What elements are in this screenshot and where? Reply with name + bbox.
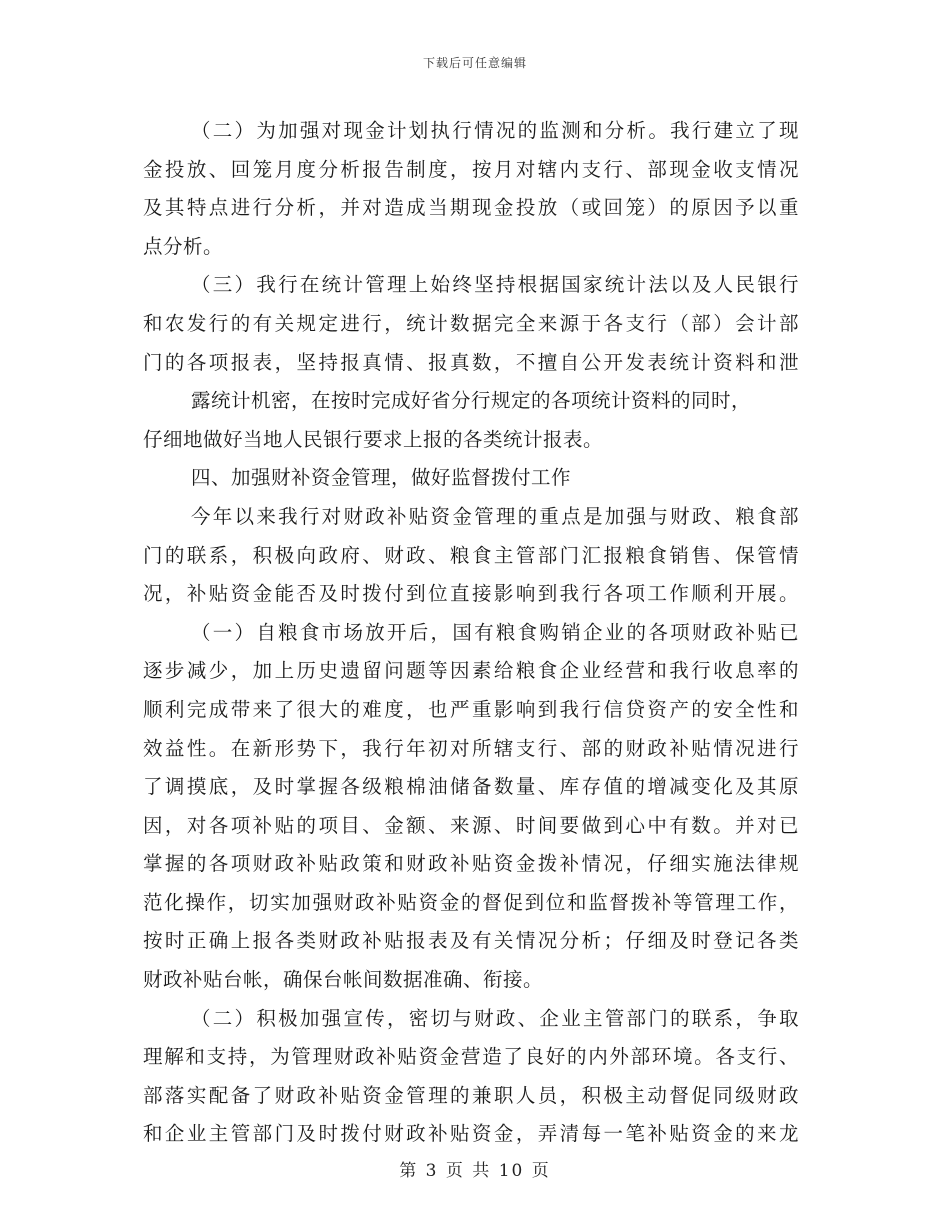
text-line: 金投放、回笼月度分析报告制度，按月对辖内支行、部现金收支情况 [143,157,799,181]
text-line: （二）积极加强宣传，密切与财政、企业主管部门的联系，争取 [191,1006,799,1030]
document-body [143,112,799,1154]
text-line: 范化操作，切实加强财政补贴资金的督促到位和监督拨补等管理工作， [143,890,799,914]
text-line: 理解和支持，为管理财政补贴资金营造了良好的内外部环境。各支行、 [143,1045,799,1069]
text-line: 况，补贴资金能否及时拨付到位直接影响到我行各项工作顺利开展。 [143,582,799,606]
text-line: 点分析。 [143,234,224,258]
text-line: 及其特点进行分析，并对造成当期现金投放（或回笼）的原因予以重 [143,196,799,220]
text-line: 今年以来我行对财政补贴资金管理的重点是加强与财政、粮食部 [191,504,799,528]
text-line: 掌握的各项财政补贴政策和财政补贴资金拨补情况，仔细实施法律规 [143,852,799,876]
text-line: 财政补贴台帐，确保台帐间数据准确、衔接。 [143,968,544,992]
page-header-note: 下载后可任意编辑 [422,56,527,70]
text-line: 和农发行的有关规定进行，统计数据完全来源于各支行（部）会计部 [143,311,799,335]
text-line: 了调摸底，及时掌握各级粮棉油储备数量、库存值的增减变化及其原 [143,775,799,799]
text-line: （三）我行在统计管理上始终坚持根据国家统计法以及人民银行 [191,273,799,297]
page-number-footer: 第 3 页 共 10 页 [399,1161,551,1181]
text-line: 部落实配备了财政补贴资金管理的兼职人员，积极主动督促同级财政 [143,1083,799,1107]
text-line: 按时正确上报各类财政补贴报表及有关情况分析；仔细及时登记各类 [143,929,799,953]
text-line: 四、加强财补资金管理，做好监督拨付工作 [191,466,572,490]
text-line: 效益性。在新形势下，我行年初对所辖支行、部的财政补贴情况进行 [143,736,799,760]
text-line: 顺利完成带来了很大的难度，也严重影响到我行信贷资产的安全性和 [143,697,799,721]
text-line: 门的联系，积极向政府、财政、粮食主管部门汇报粮食销售、保管情 [143,543,799,567]
text-line: 仔细地做好当地人民银行要求上报的各类统计报表。 [143,427,604,451]
text-line: 门的各项报表，坚持报真情、报真数，不擅自公开发表统计资料和泄 [143,350,799,374]
text-line: （一）自粮食市场放开后，国有粮食购销企业的各项财政补贴已 [191,620,799,644]
text-line: （二）为加强对现金计划执行情况的监测和分析。我行建立了现 [191,119,799,142]
text-line: 因，对各项补贴的项目、金额、来源、时间要做到心中有数。并对已 [143,813,799,837]
text-line: 和企业主管部门及时拨付财政补贴资金，弄清每一笔补贴资金的来龙 [143,1122,799,1146]
text-line: 露统计机密，在按时完成好省分行规定的各项统计资料的同时， [191,389,752,413]
text-line: 逐步减少，加上历史遗留问题等因素给粮食企业经营和我行收息率的 [143,659,799,683]
